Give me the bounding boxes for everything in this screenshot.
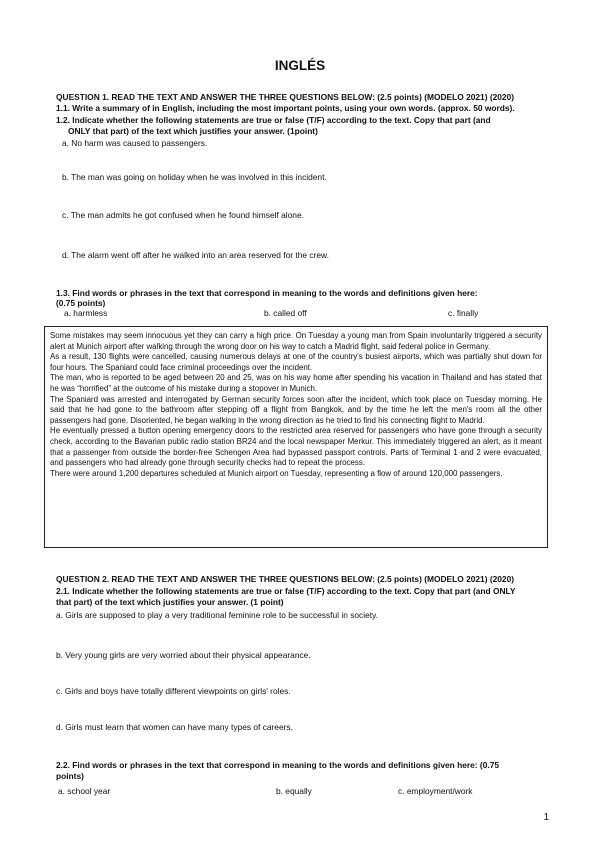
q1-2-instruction-line2: ONLY that part) of the text which justifies your answer. (1point) bbox=[68, 126, 318, 136]
q2-word-a: a. school year bbox=[58, 786, 111, 796]
q2-word-c: c. employment/work bbox=[398, 786, 473, 796]
q1-statement-c: c. The man admits he got confused when he found himself alone. bbox=[62, 210, 304, 220]
q2-2-instruction-line1: 2.2. Find words or phrases in the text that correspond in meaning to the words and definitions given here: (0.75 bbox=[56, 760, 500, 770]
passage-paragraph: The man, who is reported to be aged between 20 and 25, was on his way home after spending his vacation in Thailand and has stated that he was “horrified” at the outcome of his mistake during a stopover in Munich. bbox=[50, 373, 542, 393]
q2-1-instruction-line2: that part) of the text which justifies your answer. (1 point) bbox=[56, 597, 284, 607]
q1-2-instruction-line1: 1.2. Indicate whether the following statements are true or false (T/F) according to the text. Copy that part (and bbox=[56, 115, 491, 125]
q2-statement-b: b. Very young girls are very worried about their physical appearance. bbox=[56, 650, 311, 660]
q1-statement-b: b. The man was going on holiday when he was involved in this incident. bbox=[62, 172, 327, 182]
passage-paragraph: There were around 1,200 departures scheduled at Munich airport on Tuesday, representing a flow of around 120,000 passengers. bbox=[50, 468, 503, 478]
page-number: 1 bbox=[543, 812, 549, 823]
q2-statement-d: d. Girls must learn that women can have many types of careers. bbox=[56, 722, 293, 732]
q1-3-instruction-line2: (0.75 points) bbox=[56, 298, 106, 308]
q2-2-instruction-line2: points) bbox=[56, 771, 84, 781]
q1-statement-a: a. No harm was caused to passengers. bbox=[62, 138, 208, 148]
q1-3-instruction-line1: 1.3. Find words or phrases in the text that correspond in meaning to the words and definitions given here: bbox=[56, 288, 478, 298]
q1-statement-d: d. The alarm went off after he walked into an area reserved for the crew. bbox=[62, 250, 329, 260]
q1-word-b: b. called off bbox=[264, 308, 307, 318]
q2-statement-a: a. Girls are supposed to play a very traditional feminine role to be successful in society. bbox=[56, 610, 378, 620]
passage-paragraph: The Spaniard was arrested and interrogated by German security forces soon after the incident, which took place on Tuesday morning. He said that he had gone to the bathroom after stepping off a flight from Bangkok, and by the time he left the men's room all the other passengers had gone. Disoriented, he began walking in the wrong direction as he tried to find his connecting flight to Madrid. bbox=[50, 394, 542, 425]
page-title: INGLÉS bbox=[274, 58, 326, 73]
q2-heading: QUESTION 2. READ THE TEXT AND ANSWER THE THREE QUESTIONS BELOW: (2.5 points) (MODELO 2021) (2020) bbox=[56, 574, 515, 584]
passage-paragraph: He eventually pressed a button opening emergency doors to the restricted area reserved for passengers who have gone through a security check, according to the Bavarian public radio station BR24 and the local newspaper Merkur. This immediately triggered an alert, as it meant that a passenger from outside the border-free Schengen Area had bypassed passport controls. Parts of Terminal 1 and 2 were evacuated, and passengers who had already gone through security checks had to repeat the process. bbox=[50, 426, 542, 468]
passage-paragraph: Some mistakes may seem innocuous yet they can carry a high price. On Tuesday a young man from Spain involuntarily triggered a security alert at Munich airport after walking through the wrong door on his way to catch a Madrid flight, said federal police in Germany. bbox=[50, 331, 542, 351]
q2-statement-c: c. Girls and boys have totally different viewpoints on girls' roles. bbox=[56, 686, 291, 696]
q1-heading: QUESTION 1. READ THE TEXT AND ANSWER THE THREE QUESTIONS BELOW: (2.5 points) (MODELO 2021) (2020) bbox=[56, 92, 515, 102]
q1-word-a: a. harmless bbox=[64, 308, 108, 318]
reading-passage bbox=[44, 326, 548, 548]
q1-1-instruction: 1.1. Write a summary of in English, including the most important points, using your own words. (approx. 50 words). bbox=[56, 103, 515, 113]
q2-1-instruction-line1: 2.1. Indicate whether the following statements are true or false (T/F) according to the text. Copy that part (and ONLY bbox=[56, 586, 516, 596]
q1-word-c: c. finally bbox=[448, 308, 479, 318]
passage-paragraph: As a result, 130 flights were cancelled, causing numerous delays at one of the country's busiest airports, which was partially shut down for four hours. The Spaniard could face criminal proceedings over the incident. bbox=[50, 352, 542, 372]
q2-word-b: b. equally bbox=[276, 786, 312, 796]
